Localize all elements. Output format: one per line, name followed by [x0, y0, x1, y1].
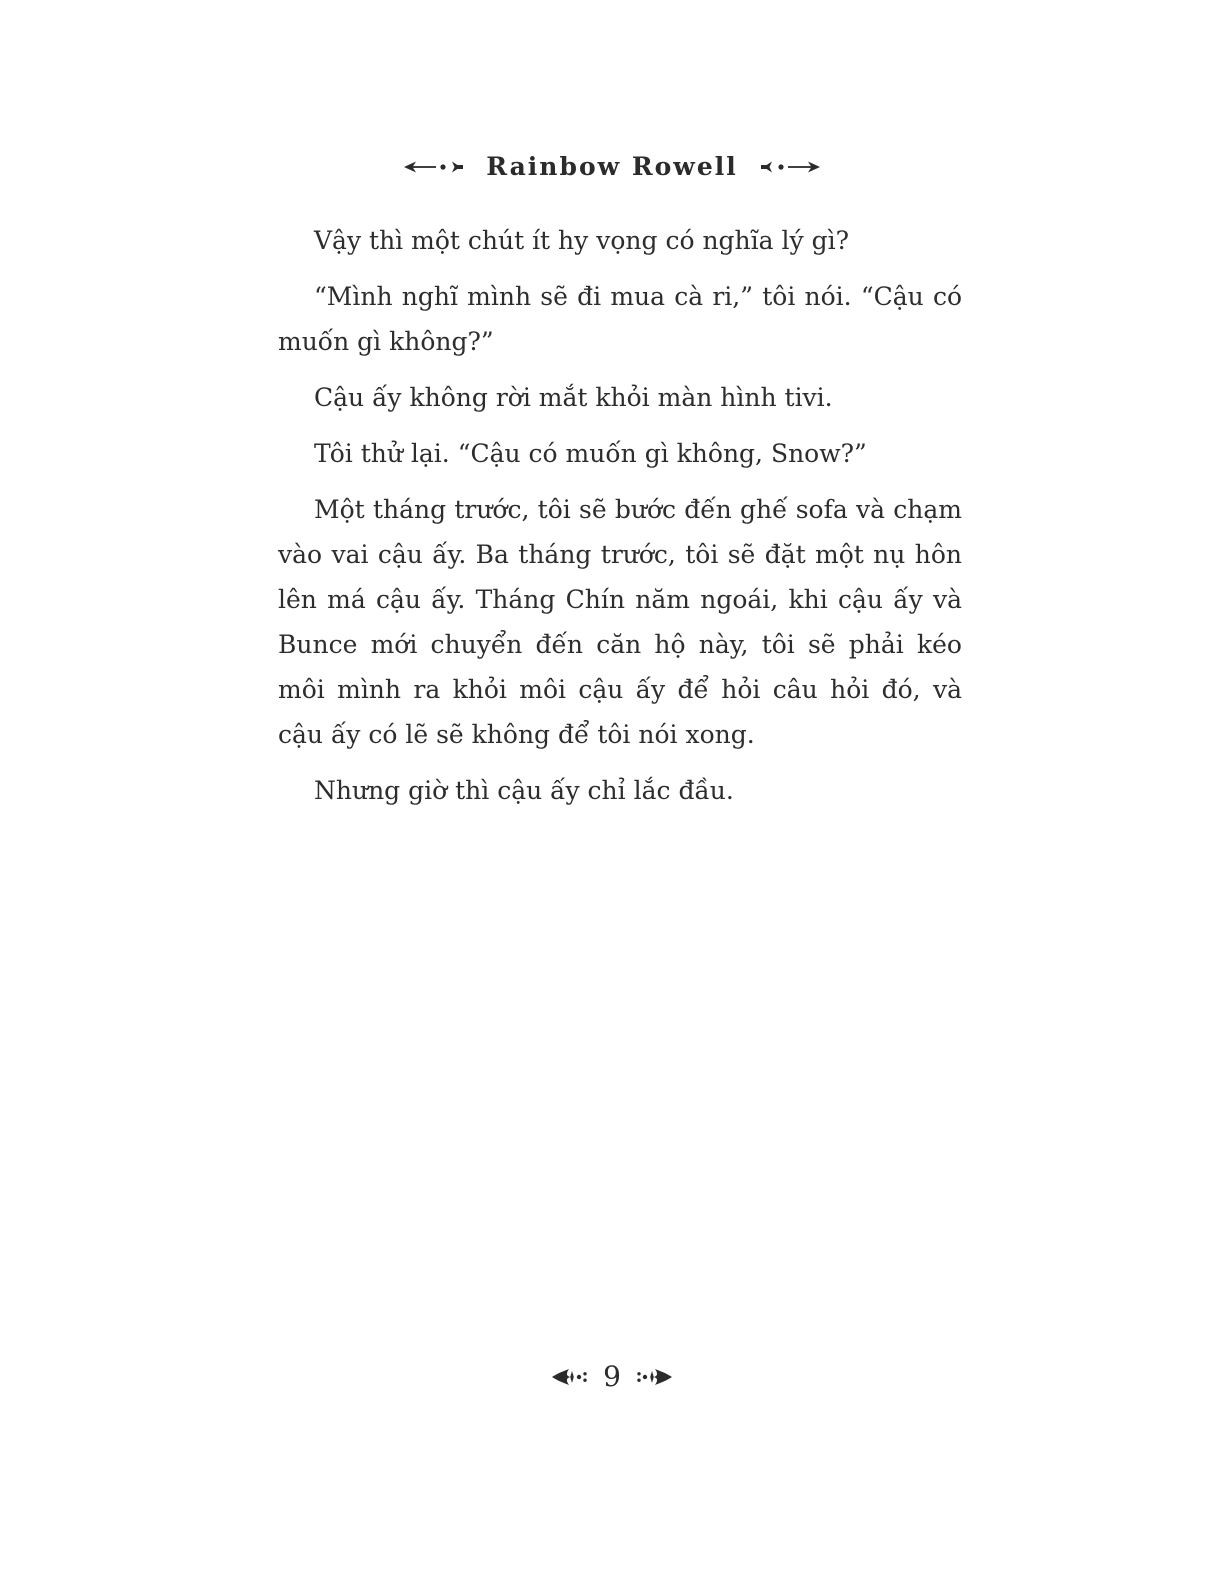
paragraph-1: Vậy thì một chút ít hy vọng có nghĩa lý gì? [314, 226, 849, 255]
arrow-left-ornament-icon [404, 160, 466, 174]
arrow-right-ornament-icon [758, 160, 820, 174]
paragraph-6: Nhưng giờ thì cậu ấy chỉ lắc đầu. [314, 776, 734, 805]
fleuron-right-ornament-icon [633, 1367, 673, 1387]
paragraph-3: Cậu ấy không rời mắt khỏi màn hình tivi. [314, 383, 833, 412]
paragraph-5: Một tháng trước, tôi sẽ bước đến ghế sofa và chạm vào vai cậu ấy. Ba tháng trước, tôi sẽ đặt một nụ hôn lên má cậu ấy. Tháng Chín năm ngoái, khi cậu ấy và Bunce mới chuyển đến căn hộ này, tôi sẽ phải kéo môi mình ra khỏi môi cậu ấy để hỏi câu hỏi đó, và cậu ấy có lẽ sẽ không để tôi nói xong. [278, 495, 962, 749]
paragraph-2: “Mình nghĩ mình sẽ đi mua cà ri,” tôi nói. “Cậu có muốn gì không?” [278, 282, 962, 356]
fleuron-left-ornament-icon [551, 1367, 591, 1387]
page-number: 9 [603, 1360, 621, 1393]
author-name: Rainbow Rowell [486, 152, 738, 181]
paragraph-4: Tôi thử lại. “Cậu có muốn gì không, Snow?” [314, 439, 867, 468]
page-header [0, 152, 1224, 181]
page-footer [0, 1360, 1224, 1393]
body-text [278, 218, 962, 824]
